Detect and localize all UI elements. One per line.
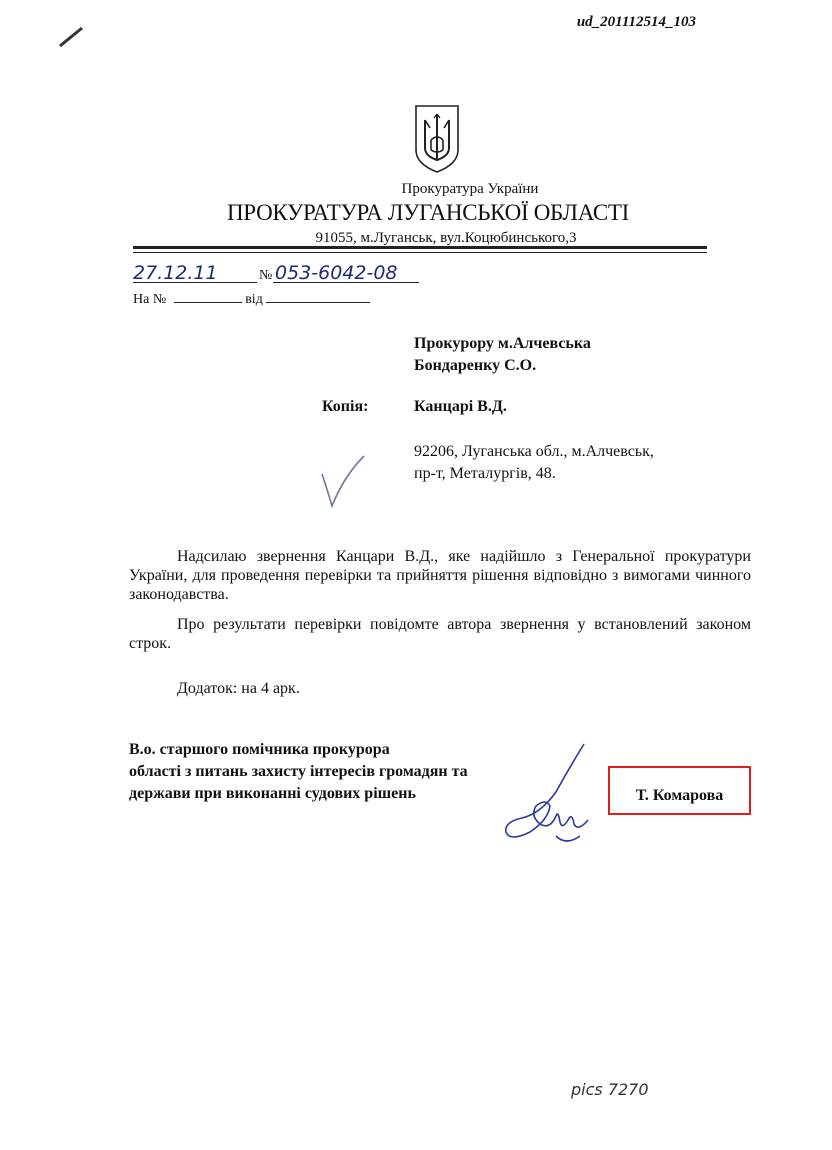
signer-title-line2: області з питань захисту інтересів громадян та <box>129 763 468 780</box>
signer-title-line1: В.о. старшого помічника прокурора <box>129 741 390 758</box>
document-id: ud_201112514_103 <box>576 14 696 30</box>
copy-label: Копія: <box>322 398 369 415</box>
number-underline <box>273 282 419 283</box>
date-underline <box>133 282 257 283</box>
reply-date-blank <box>266 290 370 303</box>
header-rule-thin <box>133 252 707 253</box>
attachment-note: Додаток: на 4 арк. <box>177 680 300 697</box>
signer-title-line3: держави при виконанні судових рішень <box>129 785 416 802</box>
reply-reference-line <box>133 290 370 308</box>
org-name: ПРОКУРАТУРА ЛУГАНСЬКОЇ ОБЛАСТІ <box>226 200 630 225</box>
handwritten-signature <box>496 740 612 852</box>
addressee-block <box>414 333 591 377</box>
copy-address-line2: пр-т, Металургів, 48. <box>414 465 556 482</box>
reply-date-label: від <box>245 292 263 307</box>
reply-number-blank <box>174 290 242 303</box>
copy-recipient-name: Канцарі В.Д. <box>414 398 507 415</box>
reference-date: 27.12.11 <box>133 262 218 284</box>
addressee-name: Бондаренку С.О. <box>414 357 537 374</box>
body-paragraph-1: Надсилаю звернення Канцари В.Д., яке надійшло з Генеральної прокуратури України, для проведення перевірки та прийняття рішення відповідно з вимогами чинного законодавства. <box>129 548 751 603</box>
signer-name: Т. Комарова <box>635 787 724 804</box>
copy-recipient-address <box>414 441 654 485</box>
body-paragraph-2: Про результати перевірки повідомте автора звернення у встановлений законом строк. <box>129 616 751 652</box>
copy-address-line1: 92206, Луганська обл., м.Алчевськ, <box>414 443 654 460</box>
org-parent-name: Прокуратура України <box>401 181 539 197</box>
signer-title <box>129 739 468 805</box>
check-mark <box>318 452 368 512</box>
pen-mark <box>58 24 86 50</box>
header-rule-thick <box>133 246 707 249</box>
ukraine-trident-icon <box>413 104 461 174</box>
reference-number: 053-6042-08 <box>275 262 398 284</box>
reply-number-label: На № <box>133 292 167 307</box>
reference-line <box>133 262 433 288</box>
page-note: pics 7270 <box>571 1080 649 1099</box>
org-address: 91055, м.Луганськ, вул.Коцюбинського,3 <box>315 230 577 246</box>
addressee-title: Прокурору м.Алчевська <box>414 335 591 352</box>
number-label: № <box>259 268 273 283</box>
